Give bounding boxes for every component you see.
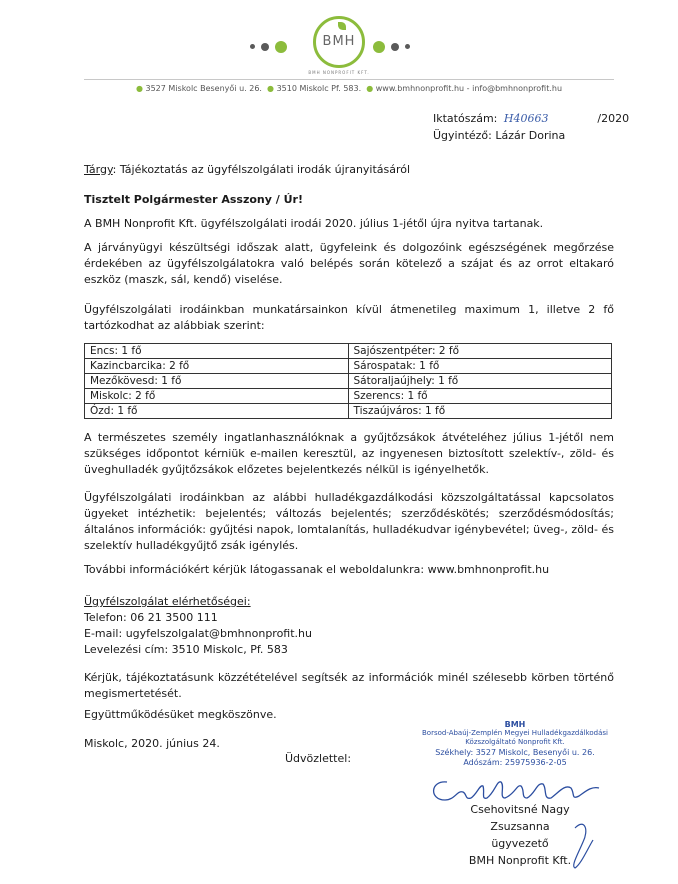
paragraph-8: Együttműködésüket megköszönve. — [84, 708, 277, 721]
iktato-line — [433, 112, 629, 125]
iktato-year: /2020 — [597, 112, 630, 125]
contact-email: E-mail: ugyfelszolgalat@bmhnonprofit.hu — [84, 627, 312, 640]
table-row — [85, 389, 612, 404]
contact-heading: Ügyfélszolgálat elérhetőségei: — [84, 595, 251, 608]
paragraph-2: A járványügyi készültségi időszak alatt, ügyfeleink és dolgozóink egészségének megőrzése érdekében az ügyfélszolgálatokra való belépés során kötelező a szájat és az orrot eltakaró eszköz (maszk, sál, kendő) viselése. — [84, 241, 614, 286]
table-row — [85, 404, 612, 419]
stamp-line4: Székhely: 3527 Miskolc, Besenyői u. 26. — [435, 748, 595, 757]
signer-name: Csehovitsné Nagy Zsuzsanna — [470, 803, 570, 833]
paragraph-7: Kérjük, tájékoztatásunk közzétételével segítsék az információk minél szélesebb körben történő megismertetését. — [84, 671, 614, 700]
contact-web-email: www.bmhnonprofit.hu - info@bmhnonprofit.hu — [375, 84, 563, 93]
offices-table — [84, 343, 612, 419]
mailbox-icon: ● — [267, 84, 275, 93]
paragraph-5: Ügyfélszolgálati irodáinkban az alábbi hulladékgazdálkodási közszolgáltatással kapcsolatos ügyeket intézhetik: bejelentés; változás bejelentés; szerződéskötés; szerződésmódosítás; általános információk: gyűjtési napok, lomtalanítás, hulladékudvar igénybevétel; üveg-, zöld- és szelektív hulladékgyűjtő zsák igénylés. — [84, 491, 614, 552]
web-icon: ● — [366, 84, 374, 93]
contact-address1: 3527 Miskolc Besenyői u. 26. — [145, 84, 262, 93]
ugyintezo: Ügyintéző: Lázár Dorina — [433, 129, 566, 142]
stamp-line3: Közszolgáltató Nonprofit Kft. — [465, 738, 565, 746]
stamp-line2: Borsod-Abaúj-Zemplén Megyei Hulladékgazdálkodási — [421, 729, 608, 737]
table-cell: Mezőkövesd: 1 fő — [85, 374, 349, 389]
logo-dots-left — [247, 36, 290, 55]
location-icon: ● — [135, 84, 143, 93]
table-row — [85, 359, 612, 374]
contact-post: Levelezési cím: 3510 Miskolc, Pf. 583 — [84, 643, 288, 656]
paragraph-6: További információkért kérjük látogassanak el weboldalunkra: www.bmhnonprofit.hu — [84, 563, 550, 576]
logo-subtitle: BMH NONPROFIT KFT. — [308, 70, 370, 75]
logo-text: BMH — [322, 34, 356, 49]
table-cell: Szerencs: 1 fő — [348, 389, 612, 404]
table-cell: Sajószentpéter: 2 fő — [348, 344, 612, 359]
company-stamp — [410, 720, 620, 767]
place-date: Miskolc, 2020. június 24. — [84, 737, 220, 750]
table-cell: Kazincbarcika: 2 fő — [85, 359, 349, 374]
table-cell: Encs: 1 fő — [85, 344, 349, 359]
signature-block — [440, 801, 600, 869]
signer-title: ügyvezető — [491, 837, 549, 850]
logo-dots-right — [370, 36, 413, 55]
table-cell: Sátoraljaújhely: 1 fő — [348, 374, 612, 389]
paragraph-3: Ügyfélszolgálati irodáinkban munkatársainkon kívül átmenetileg maximum 1, illetve 2 fő tartózkodhat az alábbiak szerint: — [84, 303, 614, 332]
table-cell: Miskolc: 2 fő — [85, 389, 349, 404]
table-row — [85, 374, 612, 389]
leaf-icon — [338, 22, 346, 30]
subject-label: Tárgy — [84, 163, 113, 176]
contact-block — [84, 594, 614, 658]
table-cell: Tiszaújváros: 1 fő — [348, 404, 612, 419]
salutation: Tisztelt Polgármester Asszony / Úr! — [84, 193, 303, 206]
stamp-line1: BMH — [504, 720, 526, 729]
contact-address2: 3510 Miskolc Pf. 583. — [276, 84, 362, 93]
subject-line — [84, 162, 614, 178]
contact-phone: Telefon: 06 21 3500 111 — [84, 611, 218, 624]
header-contact-line — [84, 84, 614, 93]
table-cell: Ózd: 1 fő — [85, 404, 349, 419]
paragraph-4: A természetes személy ingatlanhasználóknak a gyűjtőzsákok átvételéhez július 1-jétől nem szükséges időpontot kérniük e-mailen keresztül, az ingyenesen biztosított szelektív-, zöld- és üveghulladék gyűjtőzsákok előzetes bejelentkezés nélkül is igényelhetők. — [84, 431, 614, 476]
paragraph-1: A BMH Nonprofit Kft. ügyfélszolgálati irodái 2020. július 1-jétől újra nyitva tartanak. — [84, 217, 544, 230]
table-row — [85, 344, 612, 359]
bmh-logo-circle — [313, 16, 365, 68]
header-divider — [84, 79, 614, 80]
iktato-label: Iktatószám: — [433, 112, 498, 125]
signer-company: BMH Nonprofit Kft. — [468, 854, 572, 867]
letterhead-logo — [0, 8, 678, 78]
subject-text: : Tájékoztatás az ügyfélszolgálati irodák újranyitásáról — [112, 163, 411, 176]
stamp-line5: Adószám: 25975936-2-05 — [463, 758, 567, 767]
iktato-handwritten: H40663 — [503, 112, 549, 125]
table-cell: Sárospatak: 1 fő — [348, 359, 612, 374]
greeting: Üdvözlettel: — [285, 752, 352, 765]
